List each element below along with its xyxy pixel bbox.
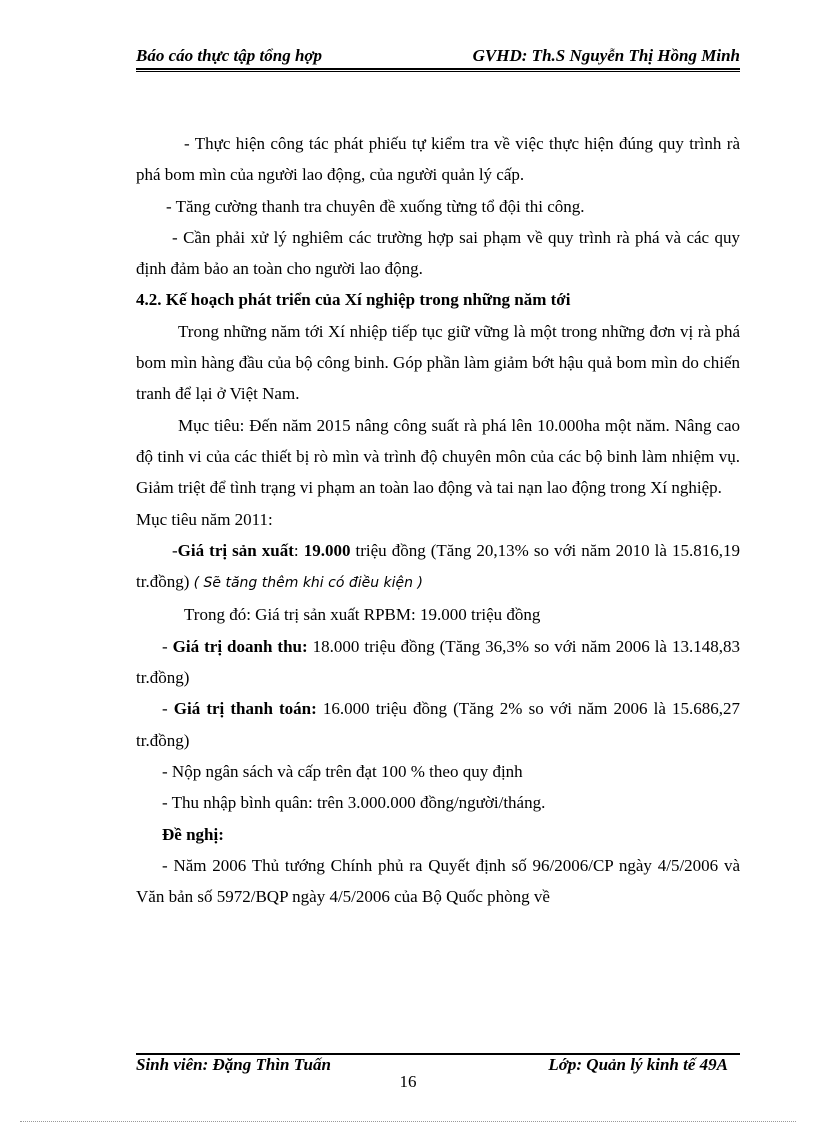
paragraph-decision-2006: - Năm 2006 Thủ tướng Chính phủ ra Quyết định số 96/2006/CP ngày 4/5/2006 và Văn bản số 5972/BQP ngày 4/5/2006 của Bộ Quốc phòng về xyxy=(136,855,740,907)
footer-student: Sinh viên: Đặng Thìn Tuấn xyxy=(136,1055,331,1074)
paragraph-violations: - Cần phải xử lý nghiêm các trường hợp sai phạm về quy trình rà phá và các quy định đảm bảo an toàn cho người lao động. xyxy=(136,227,740,279)
payment-text: 16.000 triệu đồng (Tăng 2% so với năm 2006 là 15.686,27 tr.đồng) xyxy=(136,699,740,750)
paragraph-inspection: - Tăng cường thanh tra chuyên đề xuống từng tổ đội thi công. xyxy=(166,196,585,216)
header-supervisor: GVHD: Th.S Nguyễn Thị Hồng Minh xyxy=(472,46,740,65)
header-report-title: Báo cáo thực tập tổng hợp xyxy=(136,46,323,65)
production-note: ( Sẽ tăng thêm khi có điều kiện ) xyxy=(193,575,423,592)
paragraph-payment-value xyxy=(136,693,740,756)
revenue-dash: - xyxy=(162,636,173,656)
paragraph-goal-2011-label: Mục tiêu năm 2011: xyxy=(136,509,273,529)
paragraph-budget: - Nộp ngân sách và cấp trên đạt 100 % theo quy định xyxy=(162,761,523,781)
production-label: Giá trị sản xuất xyxy=(177,540,294,560)
footer-class: Lớp: Quản lý kinh tế 49A xyxy=(548,1055,728,1074)
revenue-text: 18.000 triệu đồng (Tăng 36,3% so với năm 2006 là 13.148,83 tr.đồng) xyxy=(136,636,740,688)
production-colon: : xyxy=(293,540,304,560)
page-body xyxy=(136,128,740,912)
header-rule-thin xyxy=(136,71,740,72)
paragraph-rpbm-value: Trong đó: Giá trị sản xuất RPBM: 19.000 triệu đồng xyxy=(184,605,541,625)
paragraph-production-value xyxy=(136,535,740,600)
page-header xyxy=(136,46,740,68)
production-value: 19.000 xyxy=(303,540,351,560)
paragraph-income: - Thu nhập bình quân: trên 3.000.000 đồng/người/tháng. xyxy=(162,793,546,813)
header-rule-thick xyxy=(136,68,740,70)
payment-label: Giá trị thanh toán: xyxy=(173,699,317,719)
paragraph-self-inspection: - Thực hiện công tác phát phiếu tự kiểm tra về việc thực hiện đúng quy trình rà phá bom mìn của người lao động, của người quản lý cấp. xyxy=(136,134,740,185)
paragraph-goal-2015: Mục tiêu: Đến năm 2015 nâng công suất rà phá lên 10.000ha một năm. Nâng cao độ tinh vi của các thiết bị rò mìn và trình độ chuyên môn của các bộ binh làm nhiệm vụ. Giảm triệt để tình trạng vi phạm an toàn lao động và tai nạn lao động trong Xí nghiệp. xyxy=(136,415,740,498)
paragraph-future-plan: Trong những năm tới Xí nhiệp tiếp tục giữ vững là một trong những đơn vị rà phá bom mìn hàng đầu của bộ công binh. Góp phần làm giảm bớt hậu quả bom mìn do chiến tranh để lại ở Việt Nam. xyxy=(136,321,740,404)
paragraph-revenue-value xyxy=(136,631,740,694)
production-dash: - xyxy=(172,540,178,560)
payment-dash: - xyxy=(162,699,174,719)
page-number: 16 xyxy=(399,1072,417,1091)
revenue-label: Giá trị doanh thu: xyxy=(172,636,308,656)
section-heading-4-2: 4.2. Kế hoạch phát triển của Xí nghiệp trong những năm tới xyxy=(136,290,571,310)
production-text: triệu đồng (Tăng 20,13% so với năm 2010 là 15.816,19 tr.đồng) xyxy=(136,540,740,592)
page-bottom-dotted-line xyxy=(20,1121,796,1122)
proposal-heading: Đề nghị: xyxy=(162,824,224,844)
